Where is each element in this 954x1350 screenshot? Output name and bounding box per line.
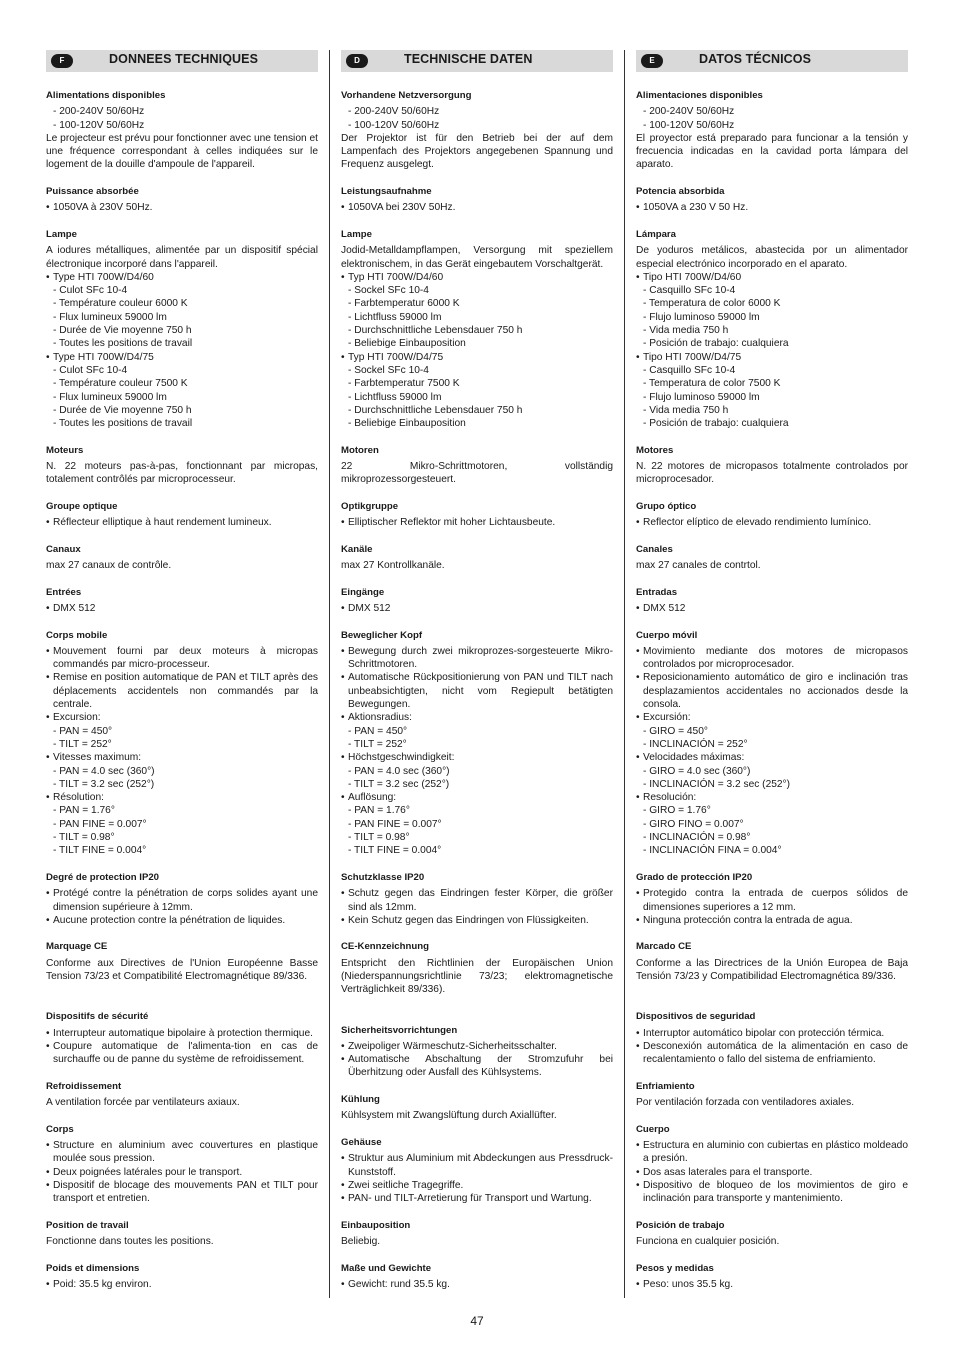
spec-section <box>341 1136 613 1205</box>
spec-section <box>636 500 908 530</box>
bullet-item: • Resolución: <box>636 791 908 804</box>
bullet-item: • Excursion: <box>46 711 318 724</box>
paragraph: Conforme a las Directrices de la Unión Europea de Baja Tensión 73/23 y Compatibilidad Electromagnética 89/336. <box>636 957 908 982</box>
section-heading: TECHNISCHE DATEN <box>404 52 533 66</box>
spec-subitem: - TILT = 252° <box>53 738 112 750</box>
spec-subitem: - INCLINACIÓN = 252° <box>643 738 748 750</box>
spec-subitem: - Flux lumineux 59000 lm <box>53 311 167 323</box>
section-title: Lampe <box>46 228 77 240</box>
page-number: 47 <box>470 1314 484 1328</box>
spec-section <box>636 1123 908 1206</box>
spec-section <box>46 1080 318 1110</box>
bullet-item: • Dispositif de blocage des mouvements PAN et TILT pour transport et entretien. <box>46 1179 318 1206</box>
section-heading: DONNEES TECHNIQUES <box>109 52 259 66</box>
spec-section <box>46 543 318 573</box>
bullet-item: • Mouvement fourni par deux moteurs à micropas commandés par micro-processeur. <box>46 645 318 672</box>
spec-subitem: - Vida media 750 h <box>643 404 729 416</box>
spec-subitem: - Vida media 750 h <box>643 325 729 337</box>
bullet-item: • Bewegung durch zwei mikroprozes-sorgesteuerte Mikro-Schrittmotoren. <box>341 645 613 672</box>
bullet-item: • Movimiento mediante dos motores de micropasos controlados por microprocesador. <box>636 645 908 672</box>
spec-section <box>636 629 908 858</box>
section-title: Einbauposition <box>341 1219 411 1231</box>
section-title: Grupo óptico <box>636 500 697 512</box>
spec-section <box>341 228 613 430</box>
spec-subitem: - INCLINACIÓN = 0.98° <box>643 832 751 844</box>
paragraph: Beliebig. <box>341 1236 381 1248</box>
bullet-item: • Velocidades máximas: <box>636 751 908 764</box>
spec-subitem: - Culot SFc 10-4 <box>53 364 128 376</box>
bullet-item: • DMX 512 <box>636 602 908 615</box>
section-title: Marquage CE <box>46 941 108 953</box>
spec-subitem: - TILT = 3.2 sec (252°) <box>53 778 155 790</box>
spec-subitem: - PAN = 4.0 sec (360°) <box>53 765 155 777</box>
spec-subitem: - Toutes les positions de travail <box>53 418 193 430</box>
spec-subitem: - Beliebige Einbauposition <box>348 338 466 350</box>
section-title: Optikgruppe <box>341 500 399 512</box>
spec-subitem: - Farbtemperatur 6000 K <box>348 298 460 310</box>
voltage-option: - 100-120V 50/60Hz <box>643 119 735 131</box>
section-title: Motoren <box>341 444 379 456</box>
section-title: Canaux <box>46 543 81 555</box>
spec-section <box>46 1123 318 1206</box>
spec-subitem: - Posición de trabajo: cualquiera <box>643 338 789 350</box>
bullet-item: • Struktur aus Aluminium mit Abdeckungen aus Pressdruck-Kunststoff. <box>341 1152 613 1179</box>
bullet-item: • 1050VA à 230V 50Hz. <box>46 201 318 214</box>
section-heading: DATOS TÉCNICOS <box>699 52 812 66</box>
bullet-item: • 1050VA bei 230V 50Hz. <box>341 201 613 214</box>
column-divider <box>624 50 625 1298</box>
paragraph: Funciona en cualquier posición. <box>636 1236 780 1248</box>
spec-section <box>46 185 318 215</box>
spec-section <box>636 1219 908 1249</box>
bullet-item: • Automatische Rückpositionierung von PAN und TILT nach unbeabsichtigten, nicht vom Regiepult betätigten Bewegungen. <box>341 671 613 711</box>
spec-subitem: - Temperatura de color 6000 K <box>643 298 781 310</box>
bullet-item: • PAN- und TILT-Arretierung für Transport und Wartung. <box>341 1192 613 1205</box>
paragraph: Jodid-Metalldampflampen, Versorgung mit speziellem elektronischem, in das Gerät eingebautem Vorschaltgerät. <box>341 245 613 270</box>
spec-section <box>636 586 908 616</box>
paragraph: A ventilation forcée par ventilateurs axiaux. <box>46 1097 240 1109</box>
spec-subitem: - TILT = 0.98° <box>348 832 410 844</box>
spec-section <box>46 1219 318 1249</box>
spec-section <box>341 1024 613 1080</box>
section-title: Lampe <box>341 228 372 240</box>
spec-subitem: - TILT = 252° <box>348 738 407 750</box>
paragraph: Entspricht den Richtlinien der Europäischen Union (Niederspannungsrichtlinie 73/23; elektromagnetische Verträglichkeit 89/336). <box>341 957 613 996</box>
bullet-item: • Excursión: <box>636 711 908 724</box>
spec-section <box>341 586 613 616</box>
bullet-item: • Protégé contre la pénétration de corps solides ayant une dimension supérieure à 12mm. <box>46 887 318 914</box>
column-french <box>46 50 318 1305</box>
section-title: Kühlung <box>341 1094 380 1106</box>
section-title: Corps <box>46 1123 74 1135</box>
section-title: Vorhandene Netzversorgung <box>341 90 472 101</box>
spec-subitem: - Farbtemperatur 7500 K <box>348 378 460 390</box>
spec-subitem: - INCLINACIÓN FINA = 0.004° <box>643 845 782 857</box>
paragraph: El proyector está preparado para funcionar a la tensión y frecuencia indicadas en la cavidad porta lámpara del aparato. <box>636 132 908 171</box>
section-title: Eingänge <box>341 586 385 598</box>
spec-subitem: - Durchschnittliche Lebensdauer 750 h <box>348 325 523 337</box>
spec-subitem: - GIRO = 450° <box>643 725 708 737</box>
bullet-item: • Tipo HTI 700W/D4/75 <box>636 351 908 364</box>
spec-subitem: - Lichtfluss 59000 lm <box>348 311 442 323</box>
bullet-item: • Poid: 35.5 kg environ. <box>46 1278 318 1291</box>
spec-section <box>636 543 908 573</box>
spec-section <box>46 500 318 530</box>
bullet-item: • Aucune protection contre la pénétration de liquides. <box>46 914 318 927</box>
paragraph: N. 22 moteurs pas-à-pas, fonctionnant par micropas, totalement contrôlés par microprocesseur. <box>46 461 318 486</box>
paragraph: Kühlsystem mit Zwangslüftung durch Axiallüfter. <box>341 1110 557 1122</box>
spec-section <box>341 940 613 996</box>
section-title: Sicherheitsvorrichtungen <box>341 1024 458 1036</box>
bullet-item: • Reflector elíptico de elevado rendimiento lumínico. <box>636 516 908 529</box>
paragraph: N. 22 motores de micropasos totalmente controlados por microprocesador. <box>636 461 908 486</box>
spec-section <box>341 1219 613 1249</box>
paragraph: Der Projektor ist für den Betrieb bei der auf dem Lampenfach des Projektors angegebenen Spannung und Frequenz ausgelegt. <box>341 132 613 171</box>
spec-subitem: - GIRO FINO = 0.007° <box>643 818 744 830</box>
bullet-item: • Dos asas laterales para el transporte. <box>636 1166 908 1179</box>
spec-section <box>341 629 613 858</box>
paragraph: 22 Mikro-Schrittmotoren, vollständig mikroprozessorgesteuert. <box>341 461 613 486</box>
spec-section <box>636 1010 908 1066</box>
bullet-item: • Coupure automatique de l'alimenta-tion en cas de surchauffe ou de panne du système de refroidissement. <box>46 1040 318 1067</box>
bullet-item: • Deux poignées latérales pour le transport. <box>46 1166 318 1179</box>
section-title: Schutzklasse IP20 <box>341 871 425 883</box>
bullet-item: • Schutz gegen das Eindringen fester Körper, die größer sind als 12mm. <box>341 887 613 914</box>
bullet-item: • Zwei seitliche Tragegriffe. <box>341 1179 613 1192</box>
paragraph: max 27 canales de contrtol. <box>636 560 761 572</box>
bullet-item: • Höchstgeschwindigkeit: <box>341 751 613 764</box>
spec-subitem: - Flux lumineux 59000 lm <box>53 391 167 403</box>
bullet-item: • Desconexión automática de la alimentación en caso de recalentamiento o fallo del sistema de enfriamiento. <box>636 1040 908 1067</box>
spec-section <box>636 1080 908 1110</box>
spec-subitem: - PAN FINE = 0.007° <box>348 818 442 830</box>
spec-section <box>341 500 613 530</box>
spec-subitem: - INCLINACIÓN = 3.2 sec (252°) <box>643 778 791 790</box>
spec-subitem: - Posición de trabajo: cualquiera <box>643 418 789 430</box>
paragraph: A iodures métalliques, alimentée par un dispositif spécial électronique incorporé dans l'appareil. <box>46 245 318 270</box>
voltage-option: - 200-240V 50/60Hz <box>643 106 735 118</box>
spec-section <box>341 89 613 172</box>
spec-subitem: - PAN = 450° <box>53 725 113 737</box>
voltage-option: - 100-120V 50/60Hz <box>348 119 440 131</box>
spec-section <box>46 1010 318 1066</box>
section-title: Leistungsaufnahme <box>341 186 432 198</box>
bullet-item: • Zweipoliger Wärmeschutz-Sicherheitsschalter. <box>341 1040 613 1053</box>
section-title: Cuerpo <box>636 1123 670 1135</box>
spec-section <box>636 871 908 927</box>
spec-section <box>46 444 318 487</box>
spec-section <box>46 1262 318 1292</box>
section-title: Pesos y medidas <box>636 1262 714 1274</box>
bullet-item: • Type HTI 700W/D4/60 <box>46 271 318 284</box>
spec-section <box>341 1093 613 1123</box>
bullet-item: • Estructura en aluminio con cubiertas en plástico moldeado a presión. <box>636 1139 908 1166</box>
bullet-item: • Auflösung: <box>341 791 613 804</box>
spec-subitem: - Sockel SFc 10-4 <box>348 364 429 376</box>
section-title: Maße und Gewichte <box>341 1262 432 1274</box>
spec-subitem: - TILT = 0.98° <box>53 832 115 844</box>
section-header <box>341 50 613 72</box>
bullet-item: • Typ HTI 700W/D4/75 <box>341 351 613 364</box>
spec-subitem: - Durée de Vie moyenne 750 h <box>53 404 192 416</box>
spec-subitem: - GIRO = 4.0 sec (360°) <box>643 765 751 777</box>
language-badge: D <box>346 54 368 68</box>
spec-section <box>636 89 908 172</box>
spec-subitem: - Durchschnittliche Lebensdauer 750 h <box>348 404 523 416</box>
section-title: Lámpara <box>636 228 676 240</box>
voltage-option: - 200-240V 50/60Hz <box>348 106 440 118</box>
spec-section <box>636 185 908 215</box>
language-badge: E <box>641 54 663 68</box>
section-title: Kanäle <box>341 543 373 555</box>
section-header <box>46 50 318 72</box>
spec-subitem: - Lichtfluss 59000 lm <box>348 391 442 403</box>
spec-section <box>341 1262 613 1292</box>
section-title: Position de travail <box>46 1219 129 1231</box>
section-title: Cuerpo móvil <box>636 629 698 641</box>
section-title: Refroidissement <box>46 1080 122 1092</box>
voltage-option: - 100-120V 50/60Hz <box>53 119 145 131</box>
spec-subitem: - Culot SFc 10-4 <box>53 285 128 297</box>
spec-subitem: - Température couleur 7500 K <box>53 378 188 390</box>
bullet-item: • DMX 512 <box>46 602 318 615</box>
paragraph: Fonctionne dans toutes les positions. <box>46 1236 214 1248</box>
bullet-item: • Interruptor automático bipolar con protección térmica. <box>636 1027 908 1040</box>
bullet-item: • Dispositivo de bloqueo de los movimientos de giro e inclinación para transporte y mantenimiento. <box>636 1179 908 1206</box>
spec-subitem: - Température couleur 6000 K <box>53 298 188 310</box>
section-title: Canales <box>636 543 673 555</box>
bullet-item: • Tipo HTI 700W/D4/60 <box>636 271 908 284</box>
spec-subitem: - PAN = 450° <box>348 725 408 737</box>
bullet-item: • Gewicht: rund 35.5 kg. <box>341 1278 613 1291</box>
bullet-item: • Vitesses maximum: <box>46 751 318 764</box>
section-title: Marcado CE <box>636 941 692 953</box>
spec-subitem: - TILT FINE = 0.004° <box>53 845 147 857</box>
bullet-item: • Elliptischer Reflektor mit hoher Lichtausbeute. <box>341 516 613 529</box>
section-title: Dispositifs de sécurité <box>46 1011 149 1023</box>
bullet-item: • Type HTI 700W/D4/75 <box>46 351 318 364</box>
paragraph: De yoduros metálicos, abastecida por un alimentador especial electrónico incorporado en el aparato. <box>636 245 908 270</box>
spec-section <box>636 940 908 983</box>
spec-subitem: - Flujo luminoso 59000 lm <box>643 391 760 403</box>
spec-subitem: - Durée de Vie moyenne 750 h <box>53 325 192 337</box>
spec-section <box>341 444 613 487</box>
section-title: Corps mobile <box>46 629 108 641</box>
column-divider <box>329 50 330 1298</box>
section-header <box>636 50 908 72</box>
spec-section <box>636 444 908 487</box>
spec-subitem: - Toutes les positions de travail <box>53 338 193 350</box>
spec-section <box>341 871 613 927</box>
section-title: Alimentaciones disponibles <box>636 90 763 101</box>
spec-subitem: - Beliebige Einbauposition <box>348 418 466 430</box>
section-title: Beweglicher Kopf <box>341 629 423 641</box>
spec-section <box>636 228 908 430</box>
bullet-item: • Peso: unos 35.5 kg. <box>636 1278 908 1291</box>
spec-subitem: - PAN = 1.76° <box>53 805 115 817</box>
spec-section <box>636 1262 908 1292</box>
column-german <box>341 50 613 1305</box>
spec-subitem: - Casquillo SFc 10-4 <box>643 285 736 297</box>
paragraph: max 27 Kontrollkanäle. <box>341 560 445 572</box>
spec-subitem: - PAN = 1.76° <box>348 805 410 817</box>
bullet-item: • 1050VA a 230 V 50 Hz. <box>636 201 908 214</box>
spec-section <box>46 586 318 616</box>
bullet-item: • Kein Schutz gegen das Eindringen von Flüssigkeiten. <box>341 914 613 927</box>
section-title: Entrées <box>46 586 82 598</box>
section-title: Enfriamiento <box>636 1080 695 1092</box>
spec-subitem: - GIRO = 1.76° <box>643 805 711 817</box>
language-badge: F <box>51 54 73 68</box>
section-title: Posición de trabajo <box>636 1219 725 1231</box>
spec-subitem: - Flujo luminoso 59000 lm <box>643 311 760 323</box>
paragraph: Conforme aux Directives de l'Union Européenne Basse Tension 73/23 et Compatibilité Electromagnétique 89/336. <box>46 957 318 982</box>
spec-subitem: - TILT FINE = 0.004° <box>348 845 442 857</box>
section-title: Moteurs <box>46 444 84 456</box>
bullet-item: • Protegido contra la entrada de cuerpos sólidos de dimensiones superiores a 12 mm. <box>636 887 908 914</box>
bullet-item: • Remise en position automatique de PAN et TILT après des déplacements accidentels non commandés par la centrale. <box>46 671 318 711</box>
bullet-item: • Automatische Abschaltung der Stromzufuhr bei Überhitzung oder Ausfall des Kühlsystems. <box>341 1053 613 1080</box>
section-title: Groupe optique <box>46 500 118 512</box>
bullet-item: • DMX 512 <box>341 602 613 615</box>
section-title: Gehäuse <box>341 1136 382 1148</box>
section-title: CE-Kennzeichnung <box>341 941 429 953</box>
spec-section <box>341 185 613 215</box>
bullet-item: • Structure en aluminium avec couvertures en plastique moulée sous pression. <box>46 1139 318 1166</box>
bullet-item: • Aktionsradius: <box>341 711 613 724</box>
bullet-item: • Interrupteur automatique bipolaire à protection thermique. <box>46 1027 318 1040</box>
section-title: Dispositivos de seguridad <box>636 1011 756 1023</box>
spec-subitem: - Temperatura de color 7500 K <box>643 378 781 390</box>
spec-section <box>46 871 318 927</box>
bullet-item: • Reposicionamiento automático de giro e inclinación tras desplazamientos accidentales no accionados desde la consola. <box>636 671 908 711</box>
paragraph: Por ventilación forzada con ventiladores axiales. <box>636 1097 855 1109</box>
section-title: Alimentations disponibles <box>46 90 166 101</box>
bullet-item: • Typ HTI 700W/D4/60 <box>341 271 613 284</box>
section-title: Potencia absorbida <box>636 186 725 198</box>
section-title: Grado de protección IP20 <box>636 871 753 883</box>
spec-subitem: - Casquillo SFc 10-4 <box>643 364 736 376</box>
section-title: Degré de protection IP20 <box>46 871 160 883</box>
spec-section <box>341 543 613 573</box>
bullet-item: • Réflecteur elliptique à haut rendement lumineux. <box>46 516 318 529</box>
spec-subitem: - Sockel SFc 10-4 <box>348 285 429 297</box>
column-spanish <box>636 50 908 1305</box>
spec-section <box>46 89 318 172</box>
bullet-item: • Résolution: <box>46 791 318 804</box>
voltage-option: - 200-240V 50/60Hz <box>53 106 145 118</box>
bullet-item: • Ninguna protección contra la entrada de agua. <box>636 914 908 927</box>
paragraph: Le projecteur est prévu pour fonctionner avec une tension et une fréquence correspondant à celles indiquées sur le logement de la douille d'ampoule de l'appareil. <box>46 132 318 171</box>
paragraph: max 27 canaux de contrôle. <box>46 560 172 572</box>
section-title: Poids et dimensions <box>46 1262 140 1274</box>
spec-subitem: - TILT = 3.2 sec (252°) <box>348 778 450 790</box>
spec-subitem: - PAN FINE = 0.007° <box>53 818 147 830</box>
section-title: Puissance absorbée <box>46 186 139 198</box>
spec-section <box>46 629 318 858</box>
spec-section <box>46 228 318 430</box>
spec-subitem: - PAN = 4.0 sec (360°) <box>348 765 450 777</box>
section-title: Motores <box>636 444 674 456</box>
spec-section <box>46 940 318 983</box>
section-title: Entradas <box>636 586 678 598</box>
